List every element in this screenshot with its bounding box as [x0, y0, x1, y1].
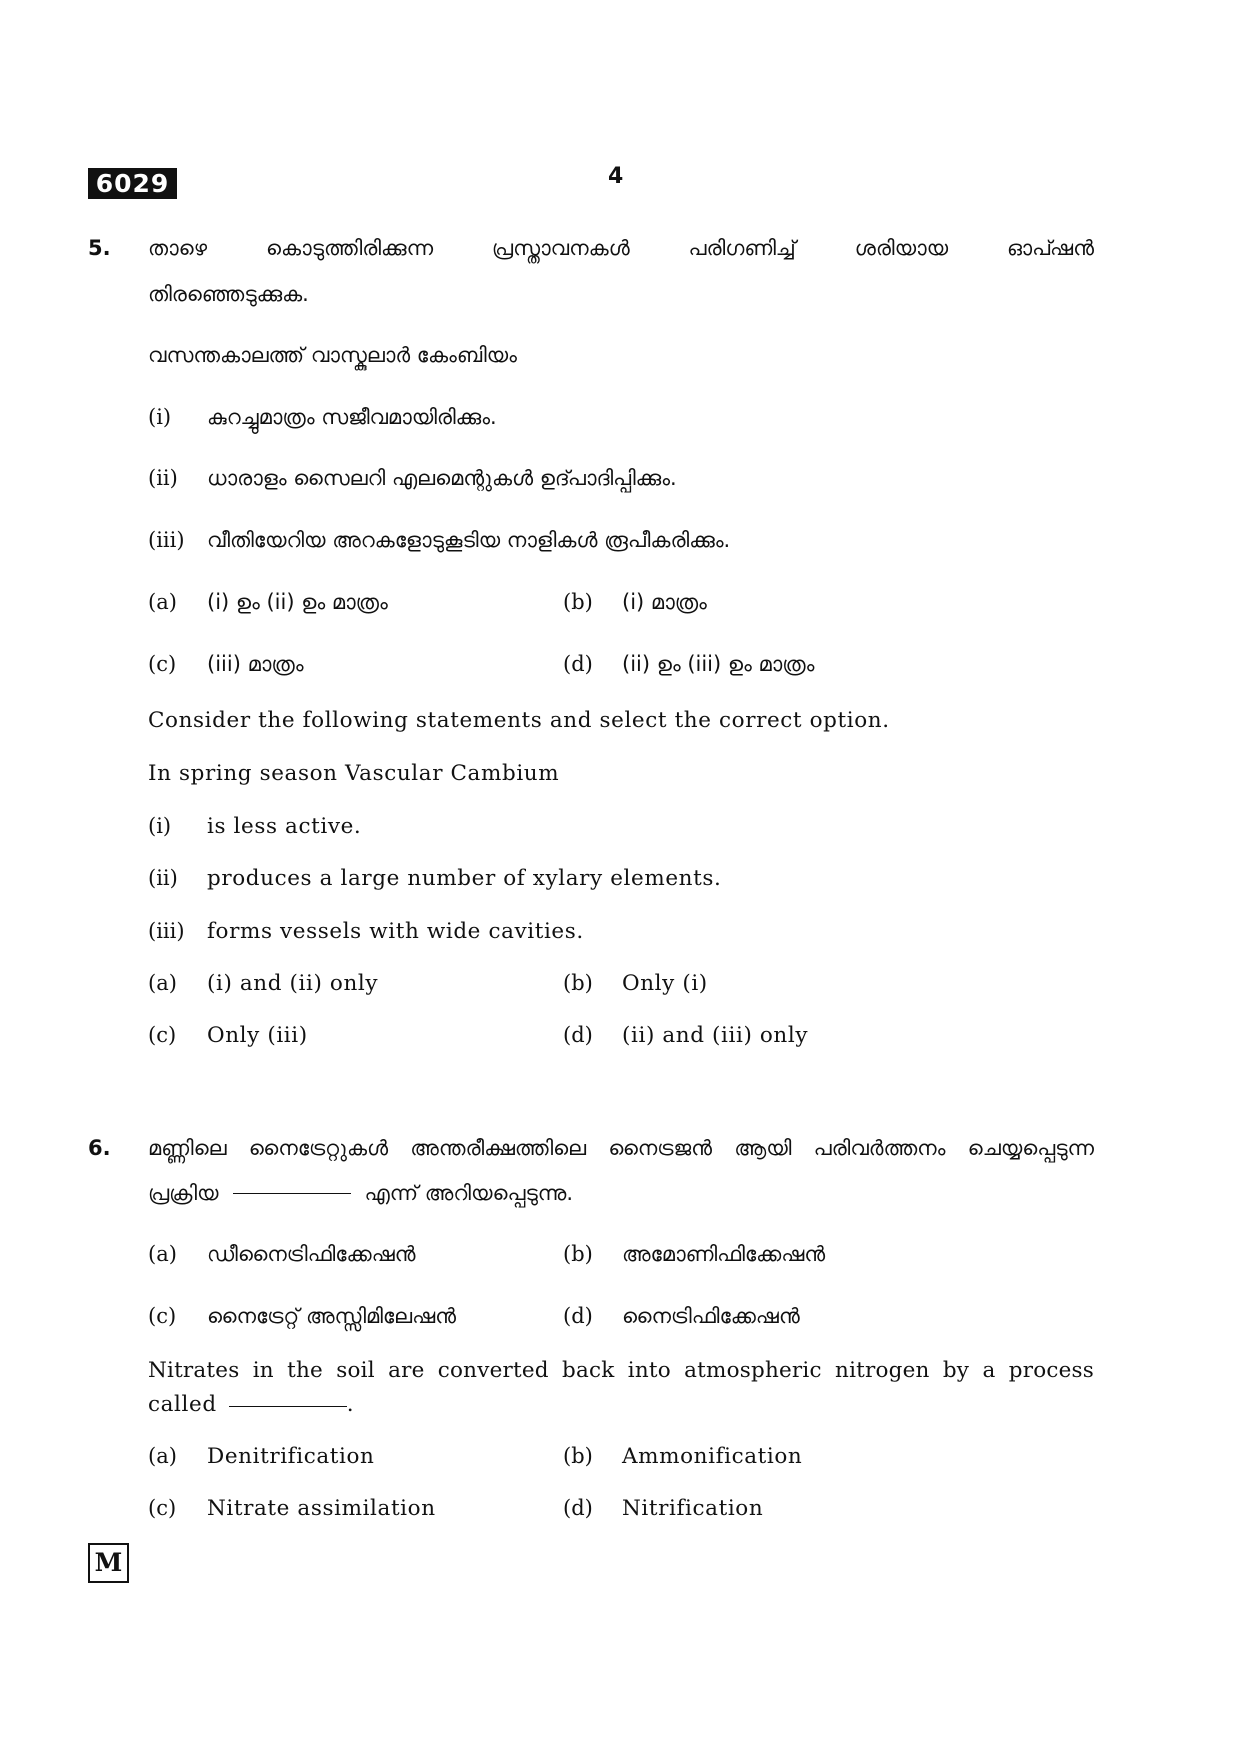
en-stem-text: called: [148, 1392, 217, 1417]
q5-en-option-label: (d): [563, 1023, 593, 1047]
word: converted: [437, 1358, 549, 1383]
q6-ml-option-text: നൈട്രേറ്റ് അസ്സിമിലേഷൻ: [207, 1304, 457, 1328]
q6-en-option-label: (b): [563, 1444, 593, 1468]
word: ശരിയായ: [854, 236, 949, 260]
word: into: [627, 1358, 671, 1383]
paper-code-badge: 6029: [88, 168, 177, 199]
q5-en-statement-label: (iii): [148, 919, 185, 943]
q5-en-statement-text: forms vessels with wide cavities.: [207, 919, 584, 944]
q6-en-stem-line1: [148, 1358, 1094, 1383]
q6-en-option-label: (d): [563, 1496, 593, 1520]
question-number-6: 6.: [88, 1136, 111, 1160]
q6-en-option-label: (a): [148, 1444, 177, 1468]
q6-ml-option-label: (c): [148, 1304, 177, 1328]
q5-ml-stem-line2: തിരഞ്ഞെടുക്കുക.: [148, 282, 309, 306]
q5-ml-option-text: (iii) മാത്രം: [207, 652, 304, 676]
q5-ml-option-label: (b): [563, 590, 593, 614]
q6-ml-option-label: (a): [148, 1242, 177, 1266]
q5-ml-statement-label: (ii): [148, 466, 178, 490]
q5-en-option-text: Only (i): [622, 971, 708, 996]
q5-en-statement-text: produces a large number of xylary elements.: [207, 866, 722, 891]
q5-en-option-label: (a): [148, 971, 177, 995]
q6-en-option-label: (c): [148, 1496, 177, 1520]
q5-ml-option-label: (d): [563, 652, 593, 676]
word: പരിഗണിച്ച്: [688, 236, 796, 260]
q5-en-subject: In spring season Vascular Cambium: [148, 761, 560, 786]
word: are: [388, 1358, 425, 1383]
word: Nitrates: [148, 1358, 240, 1383]
answer-blank: [229, 1406, 347, 1407]
q6-ml-option-text: നൈട്രിഫിക്കേഷൻ: [622, 1304, 800, 1328]
q6-ml-stem-line1: മണ്ണിലെ നൈട്രേറ്റുകൾ അന്തരീക്ഷത്തിലെ നൈട്രജൻ ആയി പരിവർത്തനം ചെയ്യപ്പെടുന്ന: [148, 1136, 1094, 1160]
q6-en-option-text: Nitrification: [622, 1496, 764, 1521]
en-stem-text: .: [346, 1392, 355, 1417]
word: a: [982, 1358, 996, 1383]
q6-en-stem-line2: [148, 1392, 354, 1417]
word: soil: [336, 1358, 375, 1383]
q5-en-option-label: (b): [563, 971, 593, 995]
q6-ml-option-text: അമോണിഫിക്കേഷൻ: [622, 1242, 826, 1266]
answer-blank: [233, 1193, 351, 1194]
q5-ml-option-label: (c): [148, 652, 177, 676]
word: atmospheric: [684, 1358, 822, 1383]
word: കൊടുത്തിരിക്കുന്ന: [265, 236, 434, 260]
word: process: [1008, 1358, 1094, 1383]
ml-stem-text: എന്ന് അറിയപ്പെടുന്നു.: [364, 1181, 574, 1205]
q5-ml-stem-line1: [148, 236, 1094, 261]
q5-ml-statement-text: വീതിയേറിയ അറകളോടുകൂടിയ നാളികൾ രൂപീകരിക്കും.: [207, 528, 731, 552]
q5-en-option-text: (ii) and (iii) only: [622, 1023, 809, 1048]
q5-ml-option-text: (i) ഉം (ii) ഉം മാത്രം: [207, 590, 388, 614]
q6-ml-option-text: ഡീനൈട്രിഫിക്കേഷൻ: [207, 1242, 416, 1266]
word: പ്രസ്താവനകൾ: [491, 236, 630, 260]
q6-ml-option-label: (b): [563, 1242, 593, 1266]
q5-ml-statement-text: കുറച്ചുമാത്രം സജീവമായിരിക്കും.: [207, 405, 497, 429]
word: nitrogen: [835, 1358, 930, 1383]
word: back: [562, 1358, 615, 1383]
q5-en-statement-label: (ii): [148, 866, 178, 890]
word: താഴെ: [148, 236, 208, 260]
word: the: [287, 1358, 323, 1383]
footer-marker-box: M: [88, 1543, 129, 1583]
question-number-5: 5.: [88, 236, 111, 260]
q5-en-statement-text: is less active.: [207, 814, 362, 839]
page-number: 4: [608, 164, 624, 189]
q5-en-option-text: (i) and (ii) only: [207, 971, 379, 996]
q5-en-option-label: (c): [148, 1023, 177, 1047]
q5-ml-statement-label: (iii): [148, 528, 185, 552]
q6-ml-stem-line2: [148, 1181, 573, 1206]
word: in: [252, 1358, 274, 1383]
q5-en-stem: Consider the following statements and select the correct option.: [148, 708, 890, 733]
q5-ml-statement-text: ധാരാളം സൈലറി എലമെന്റുകൾ ഉദ്പാദിപ്പിക്കും.: [207, 466, 677, 490]
ml-stem-text: പ്രക്രിയ: [148, 1181, 219, 1205]
q5-ml-subject: വസന്തകാലത്ത് വാസ്കുലാർ കേംബിയം: [148, 343, 517, 367]
q6-en-option-text: Nitrate assimilation: [207, 1496, 436, 1521]
q6-en-option-text: Ammonification: [622, 1444, 803, 1469]
q5-en-option-text: Only (iii): [207, 1023, 308, 1048]
q5-ml-option-text: (i) മാത്രം: [622, 590, 707, 614]
word: by: [942, 1358, 970, 1383]
q5-ml-statement-label: (i): [148, 405, 172, 429]
q5-ml-option-label: (a): [148, 590, 177, 614]
word: ഓപ്ഷൻ: [1007, 236, 1094, 260]
q6-ml-option-label: (d): [563, 1304, 593, 1328]
q5-ml-option-text: (ii) ഉം (iii) ഉം മാത്രം: [622, 652, 815, 676]
q6-en-option-text: Denitrification: [207, 1444, 375, 1469]
q5-en-statement-label: (i): [148, 814, 172, 838]
